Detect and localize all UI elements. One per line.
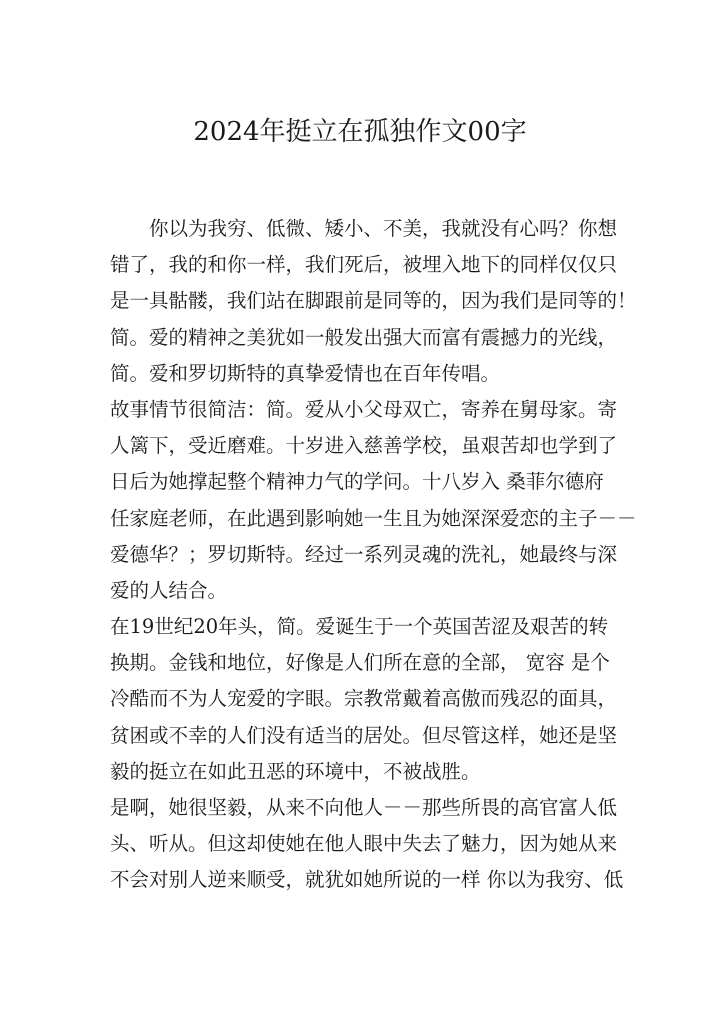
body-line: 爱的人结合。 [110,578,228,602]
document-body [110,211,637,899]
body-line: 是啊，她很坚毅，从来不向他人－－那些所畏的高官富人低 [110,796,618,819]
body-line: 在19世纪20年头，简。爱诞生于一个英国苦涩及艰苦的转 [110,615,609,639]
body-line: 任家庭老师，在此遇到影响她一生且为她深深爱恋的主子－－ [110,506,637,530]
body-line: 简。爱的精神之美犹如一般发出强大而富有震撼力的光线， [110,325,618,349]
body-line: 冷酷而不为人宠爱的字眼。宗教常戴着高傲而残忍的面具， [110,687,618,711]
body-line: 故事情节很简洁：简。爱从小父母双亡，寄养在舅母家。寄 [110,397,618,421]
document-title: 2024年挺立在孤独作文00字 [193,117,527,147]
body-line: 日后为她撑起整个精神力气的学问。十八岁入 桑菲尔德府 [110,470,604,494]
body-line: 换期。金钱和地位，好像是人们所在意的全部， 宽容 是个 [110,651,610,675]
body-line: 人篱下，受近磨难。十岁进入慈善学校，虽艰苦却也学到了 [110,434,618,458]
body-line: 爱德华？；罗切斯特。经过一系列灵魂的洗礼，她最终与深 [110,542,618,566]
body-line: 简。爱和罗切斯特的真挚爱情也在百年传唱。 [110,361,501,385]
body-line: 贫困或不幸的人们没有适当的居处。但尽管这样，她还是坚 [110,723,618,747]
body-line: 是一具骷髅，我们站在脚跟前是同等的，因为我们是同等的！ [110,289,637,313]
body-line: 你以为我穷、低微、矮小、不美，我就没有心吗？你想 [149,217,618,240]
body-line: 头、听从。但这却使她在他人眼中失去了魅力，因为她从来 [110,832,618,856]
body-line: 不会对别人逆来顺受，就犹如她所说的一样 你以为我穷、低 [110,868,624,892]
body-line: 毅的挺立在如此丑恶的环境中，不被战胜。 [110,759,481,783]
body-line: 错了，我的和你一样，我们死后，被埋入地下的同样仅仅只 [110,253,618,277]
